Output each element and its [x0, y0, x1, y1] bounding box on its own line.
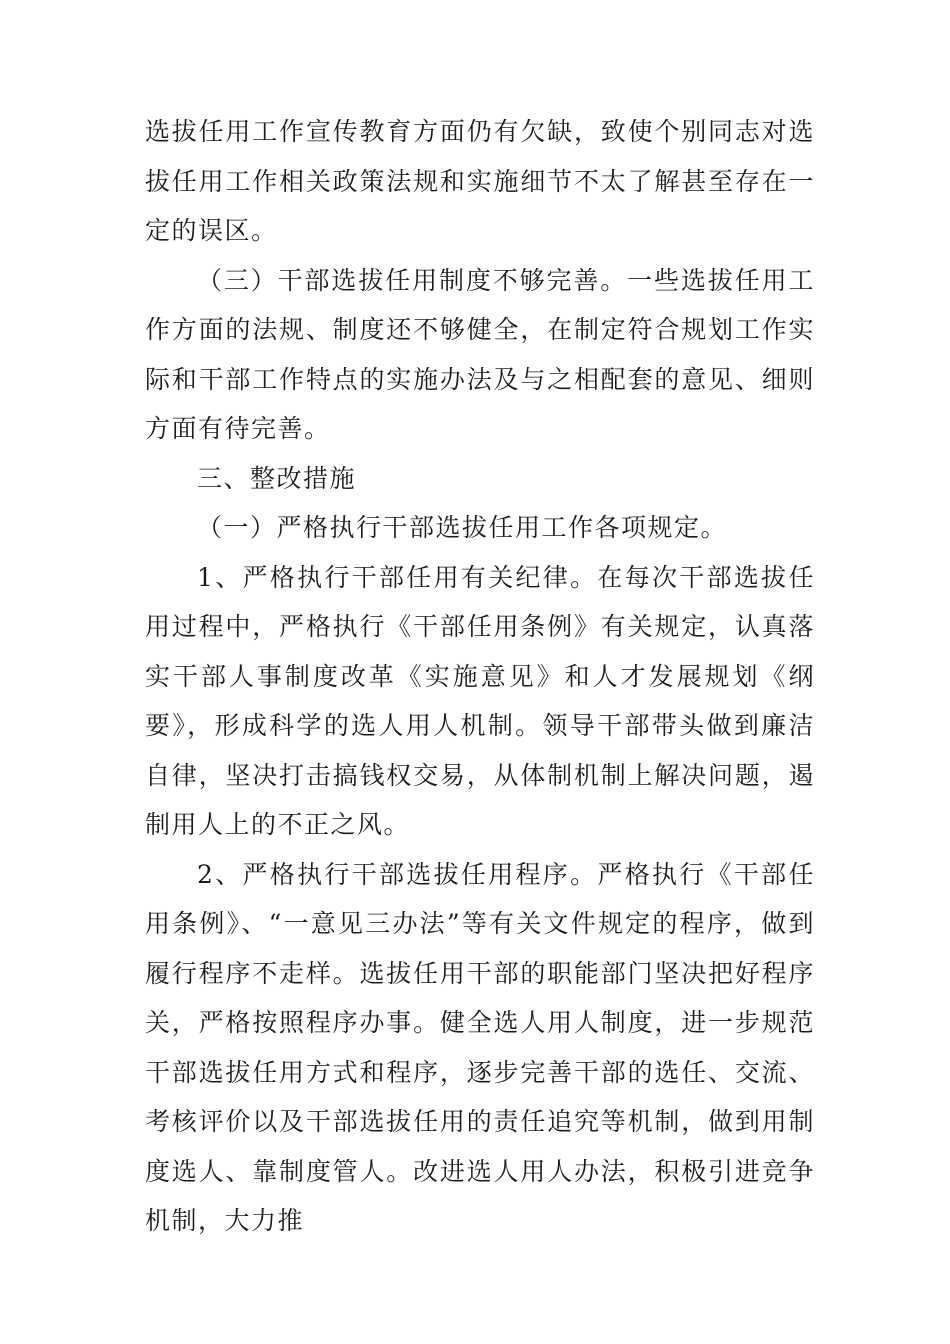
heading-rectification-measures: 三、整改措施	[197, 463, 357, 493]
subheading-strict-regulations: （一）严格执行干部选拔任用工作各项规定。	[197, 513, 728, 542]
document-body	[145, 107, 815, 1246]
paragraph-intro-continuation: 选拔任用工作宣传教育方面仍有欠缺，致使个别同志对选拔任用工作相关政策法规和实施细节不太了解甚至存在一定的误区。	[145, 117, 815, 245]
paragraph-item-one: 1、严格执行干部任用有关纪律。在每次干部选拔任用过程中，严格执行《干部任用条例》有关规定，认真落实干部人事制度改革《实施意见》和人才发展规划《纲要》，形成科学的选人用人机制。领导干部带头做到廉洁自律，坚决打击搞钱权交易，从体制机制上解决问题，遏制用人上的不正之风。	[145, 562, 815, 839]
paragraph-item-two: 2、严格执行干部选拔任用程序。严格执行《干部任用条例》、“一意见三办法”等有关文件规定的程序，做到履行程序不走样。选拔任用干部的职能部门坚决把好程序关，严格按照程序办事。健全选人用人制度，进一步规范干部选拔任用方式和程序，逐步完善干部的选任、交流、考核评价以及干部选拔任用的责任追究等机制，做到用制度选人、靠制度管人。改进选人用人办法，积极引进竞争机制，大力推	[145, 859, 815, 1235]
paragraph-section-three: （三）干部选拔任用制度不够完善。一些选拔任用工作方面的法规、制度还不够健全，在制定符合规划工作实际和干部工作特点的实施办法及与之相配套的意见、细则方面有待完善。	[145, 265, 815, 443]
